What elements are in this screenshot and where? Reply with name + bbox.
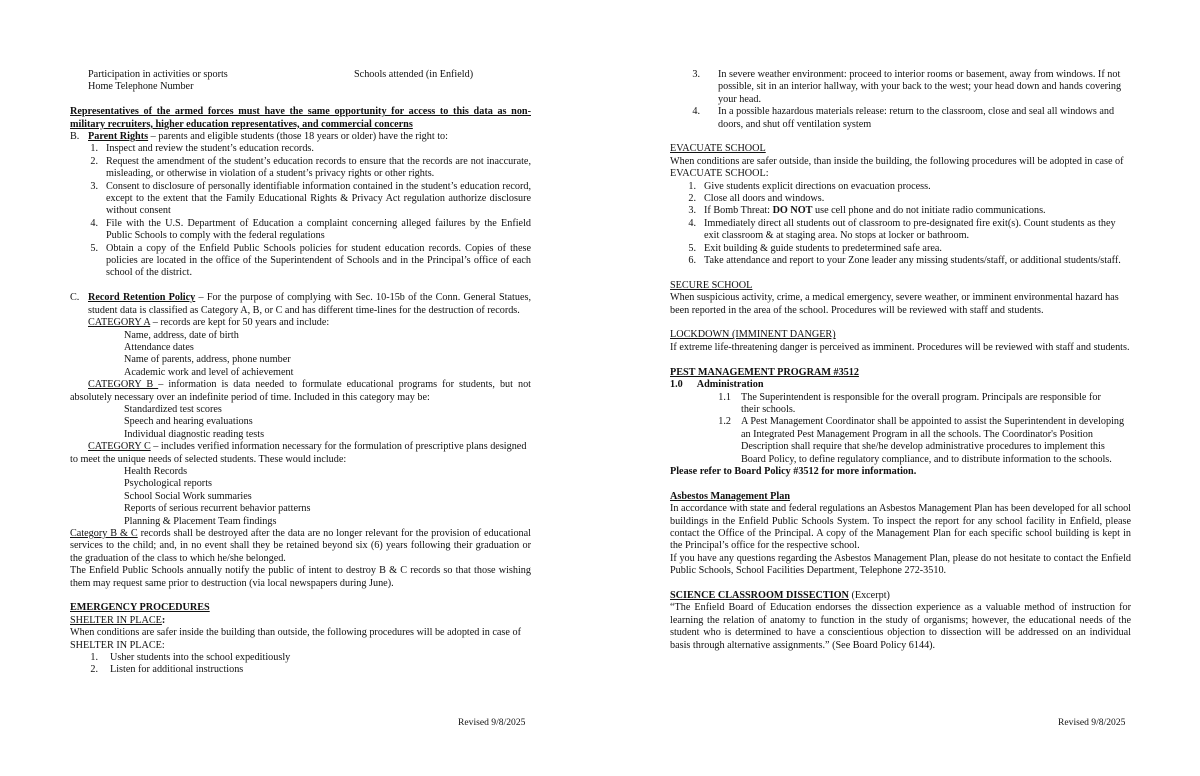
pest-refer-note: Please refer to Board Policy #3512 for more information. [670,465,917,477]
armed-forces-notice: Representatives of the armed forces must have the same opportunity for access to this data as non-military recruiters, higher education representatives, and commercial concerns [70,106,531,130]
list-item: School Social Work summaries [124,490,252,502]
section-c-letter: C. [70,292,80,304]
list-item: 3. Consent to disclosure of personally identifiable information contained in the student’s education record, except to the extent that the Family Educational Rights & Privacy Act regulation authorize disclosure without consent [90,180,531,217]
list-item: 2. Listen for additional instructions [90,664,244,676]
shelter-in-place-intro: When conditions are safer inside the building than outside, the following procedures will be adopted in case of SHELTER IN PLACE: [70,627,521,651]
emergency-procedures-title: EMERGENCY PROCEDURES [70,602,210,614]
list-item: Health Records [124,465,188,477]
science-dissection-title: SCIENCE CLASSROOM DISSECTION (Excerpt) [670,589,890,601]
category-c-list [70,466,531,528]
pest-items [670,392,1131,466]
shelter-list-continued [670,69,1131,131]
info-schools-attended: Schools attended (in Enfield) [354,69,474,80]
category-a: CATEGORY A – records are kept for 50 years and include: [88,317,330,329]
list-item: 4. File with the U.S. Department of Education a complaint concerning alleged failures by the Enfield Public Schools to comply with the federal regulations [90,217,531,242]
info-participation: Participation in activities or sports [88,69,228,80]
list-item: 4. In a possible hazardous materials release: return to the classroom, close and seal all windows and doors, and shut off ventilation system [692,106,1115,130]
evacuate-list [670,181,1131,268]
evacuate-school-title: EVACUATE SCHOOL [670,143,766,155]
parent-rights-intro: – parents and eligible students (those 18 years or older) have the right to: [148,131,448,143]
parent-rights-list [70,143,531,279]
list-item: Speech and hearing evaluations [124,416,253,428]
list-item: Name of parents, address, phone number [124,354,291,366]
list-item: 1.1 The Superintendent is responsible for the overall program. Principals are responsible for their schools. [718,391,1101,415]
category-c: CATEGORY C – includes verified information necessary for the formulation of prescriptive plans designed to meet the unique needs of selected students. These would include: [70,441,527,465]
science-dissection-text: “The Enfield Board of Education endorses the dissection experience as a valuable method of instruction for learning the relation of anatomy to function in the study of organisms; however, the educational needs of the student who is determined to have a conscientious objection to dissection will be addressed on an individual basis through alternative assignments.” (See Board Policy 6144). [670,602,1131,651]
left-column [70,69,531,677]
category-bc-destruction: Category B & C records shall be destroyed after the data are no longer relevant for the provision of educational services to the child; and, in no event shall they be retained beyond six (6) years following their graduation or the graduation of the class to which he/she belonged. [70,528,531,564]
list-item: 5. Obtain a copy of the Enfield Public Schools policies for student education records. Copies of these policies are located in the office of the Superintendent of Schools and in the Principal’s office of each school of the district. [90,242,531,279]
section-c-heading [70,292,531,317]
destruction-notice: The Enfield Public Schools annually notify the public of intent to destroy B & C records so that those wishing them may request same prior to destruction (via local newspapers during June). [70,565,531,589]
pest-administration-heading: 1.0 Administration [670,379,764,391]
info-row-2 [70,81,531,93]
info-home-telephone: Home Telephone Number [88,81,194,93]
info-row-1 [70,69,531,81]
list-item: 3. If Bomb Threat: DO NOT use cell phone and do not initiate radio communications. [688,205,1046,217]
lockdown-title: LOCKDOWN (IMMINENT DANGER) [670,329,836,341]
secure-school-title: SECURE SCHOOL [670,279,753,291]
shelter-list [70,652,531,677]
list-item: Name, address, date of birth [124,329,239,341]
list-item: 1. Give students explicit directions on evacuation process. [688,180,931,192]
evacuate-school-intro: When conditions are safer outside, than inside the building, the following procedures will be adopted in case of EVACUATE SCHOOL: [670,155,1124,180]
right-column [670,69,1131,652]
asbestos-text: In accordance with state and federal regulations an Asbestos Management Plan has been developed for all school buildings in the Enfield Public Schools System. To inspect the report for any school facility in Enfield, please contact the Office of the Principal. A copy of the Management Plan for each specific school building is kept in the Principal’s office for the respective school. [670,503,1131,552]
asbestos-contact: If you have any questions regarding the Asbestos Management Plan, please do not hesitate to contact the Enfield Public Schools, School Facilities Department, Telephone 272-3510. [670,552,1131,577]
list-item: Reports of serious recurrent behavior patterns [124,503,311,515]
category-a-list [70,330,531,380]
section-b-letter: B. [70,131,80,143]
asbestos-title: Asbestos Management Plan [670,490,790,502]
list-item: 2. Close all doors and windows. [688,193,825,205]
list-item: 3. In severe weather environment: proceed to interior rooms or basement, away from windows. If not possible, sit in an interior hallway, with your back to the west; your head down and hands covering your head. [692,69,1122,105]
list-item: 1. Usher students into the school expeditiously [90,652,291,664]
left-footer: Revised 9/8/2025 [458,717,526,728]
list-item: 4. Immediately direct all students out of classroom to pre-designated fire exit(s). Count students as they exit classroom & at staging area. No stops at locker or bathroom. [688,217,1116,242]
category-b-list [70,404,531,441]
list-item: Academic work and level of achievement [124,366,294,378]
list-item: 1. Inspect and review the student’s education records. [90,143,314,155]
parent-rights-title: Parent Rights [88,131,149,143]
list-item: 5. Exit building & guide students to predetermined safe area. [688,242,942,254]
list-item: Planning & Placement Team findings [124,515,277,527]
pest-management-title: PEST MANAGEMENT PROGRAM #3512 [670,366,859,378]
right-footer: Revised 9/8/2025 [1058,717,1126,728]
list-item: Individual diagnostic reading tests [124,428,265,440]
list-item: Attendance dates [124,341,194,353]
list-item: Psychological reports [124,478,212,490]
record-retention-title: Record Retention Policy [88,292,196,304]
list-item: Standardized test scores [124,403,222,415]
lockdown-text: If extreme life-threatening danger is perceived as imminent. Procedures will be reviewed with staff and students. [670,341,1130,353]
list-item: 6. Take attendance and report to your Zone leader any missing students/staff, or additional students/staff. [688,255,1121,267]
list-item: 1.2 A Pest Management Coordinator shall be appointed to assist the Superintendent in developing an Integrated Pest Management Program in all the schools. The Coordinator's Position Description shall require that she/he develop administrative procedures to implement this Board Policy, to define regulatory compliance, and to distribute information to the schools. [718,416,1125,465]
list-item: 2. Request the amendment of the student’s education records to ensure that the records are not inaccurate, misleading, or otherwise in violation of a student’s privacy rights or other rights. [90,155,531,180]
category-b: CATEGORY B – information is data needed to formulate educational programs for students, but not absolutely necessary over an indefinite period of time. Included in this category may be: [70,379,532,403]
shelter-in-place-title: SHELTER IN PLACE: [70,614,166,626]
record-retention-intro: – For the purpose of complying with Sec. 10-15b of the Conn. General Statues, student data is classified as Category A, B, or C and has different time-lines for the destruction of records. [88,292,531,316]
secure-school-text: When suspicious activity, crime, a medical emergency, severe weather, or imminent environmental hazard has been reported in the area of the school. Procedures will be reviewed with staff and students. [670,292,1119,316]
section-b-heading [70,131,531,143]
